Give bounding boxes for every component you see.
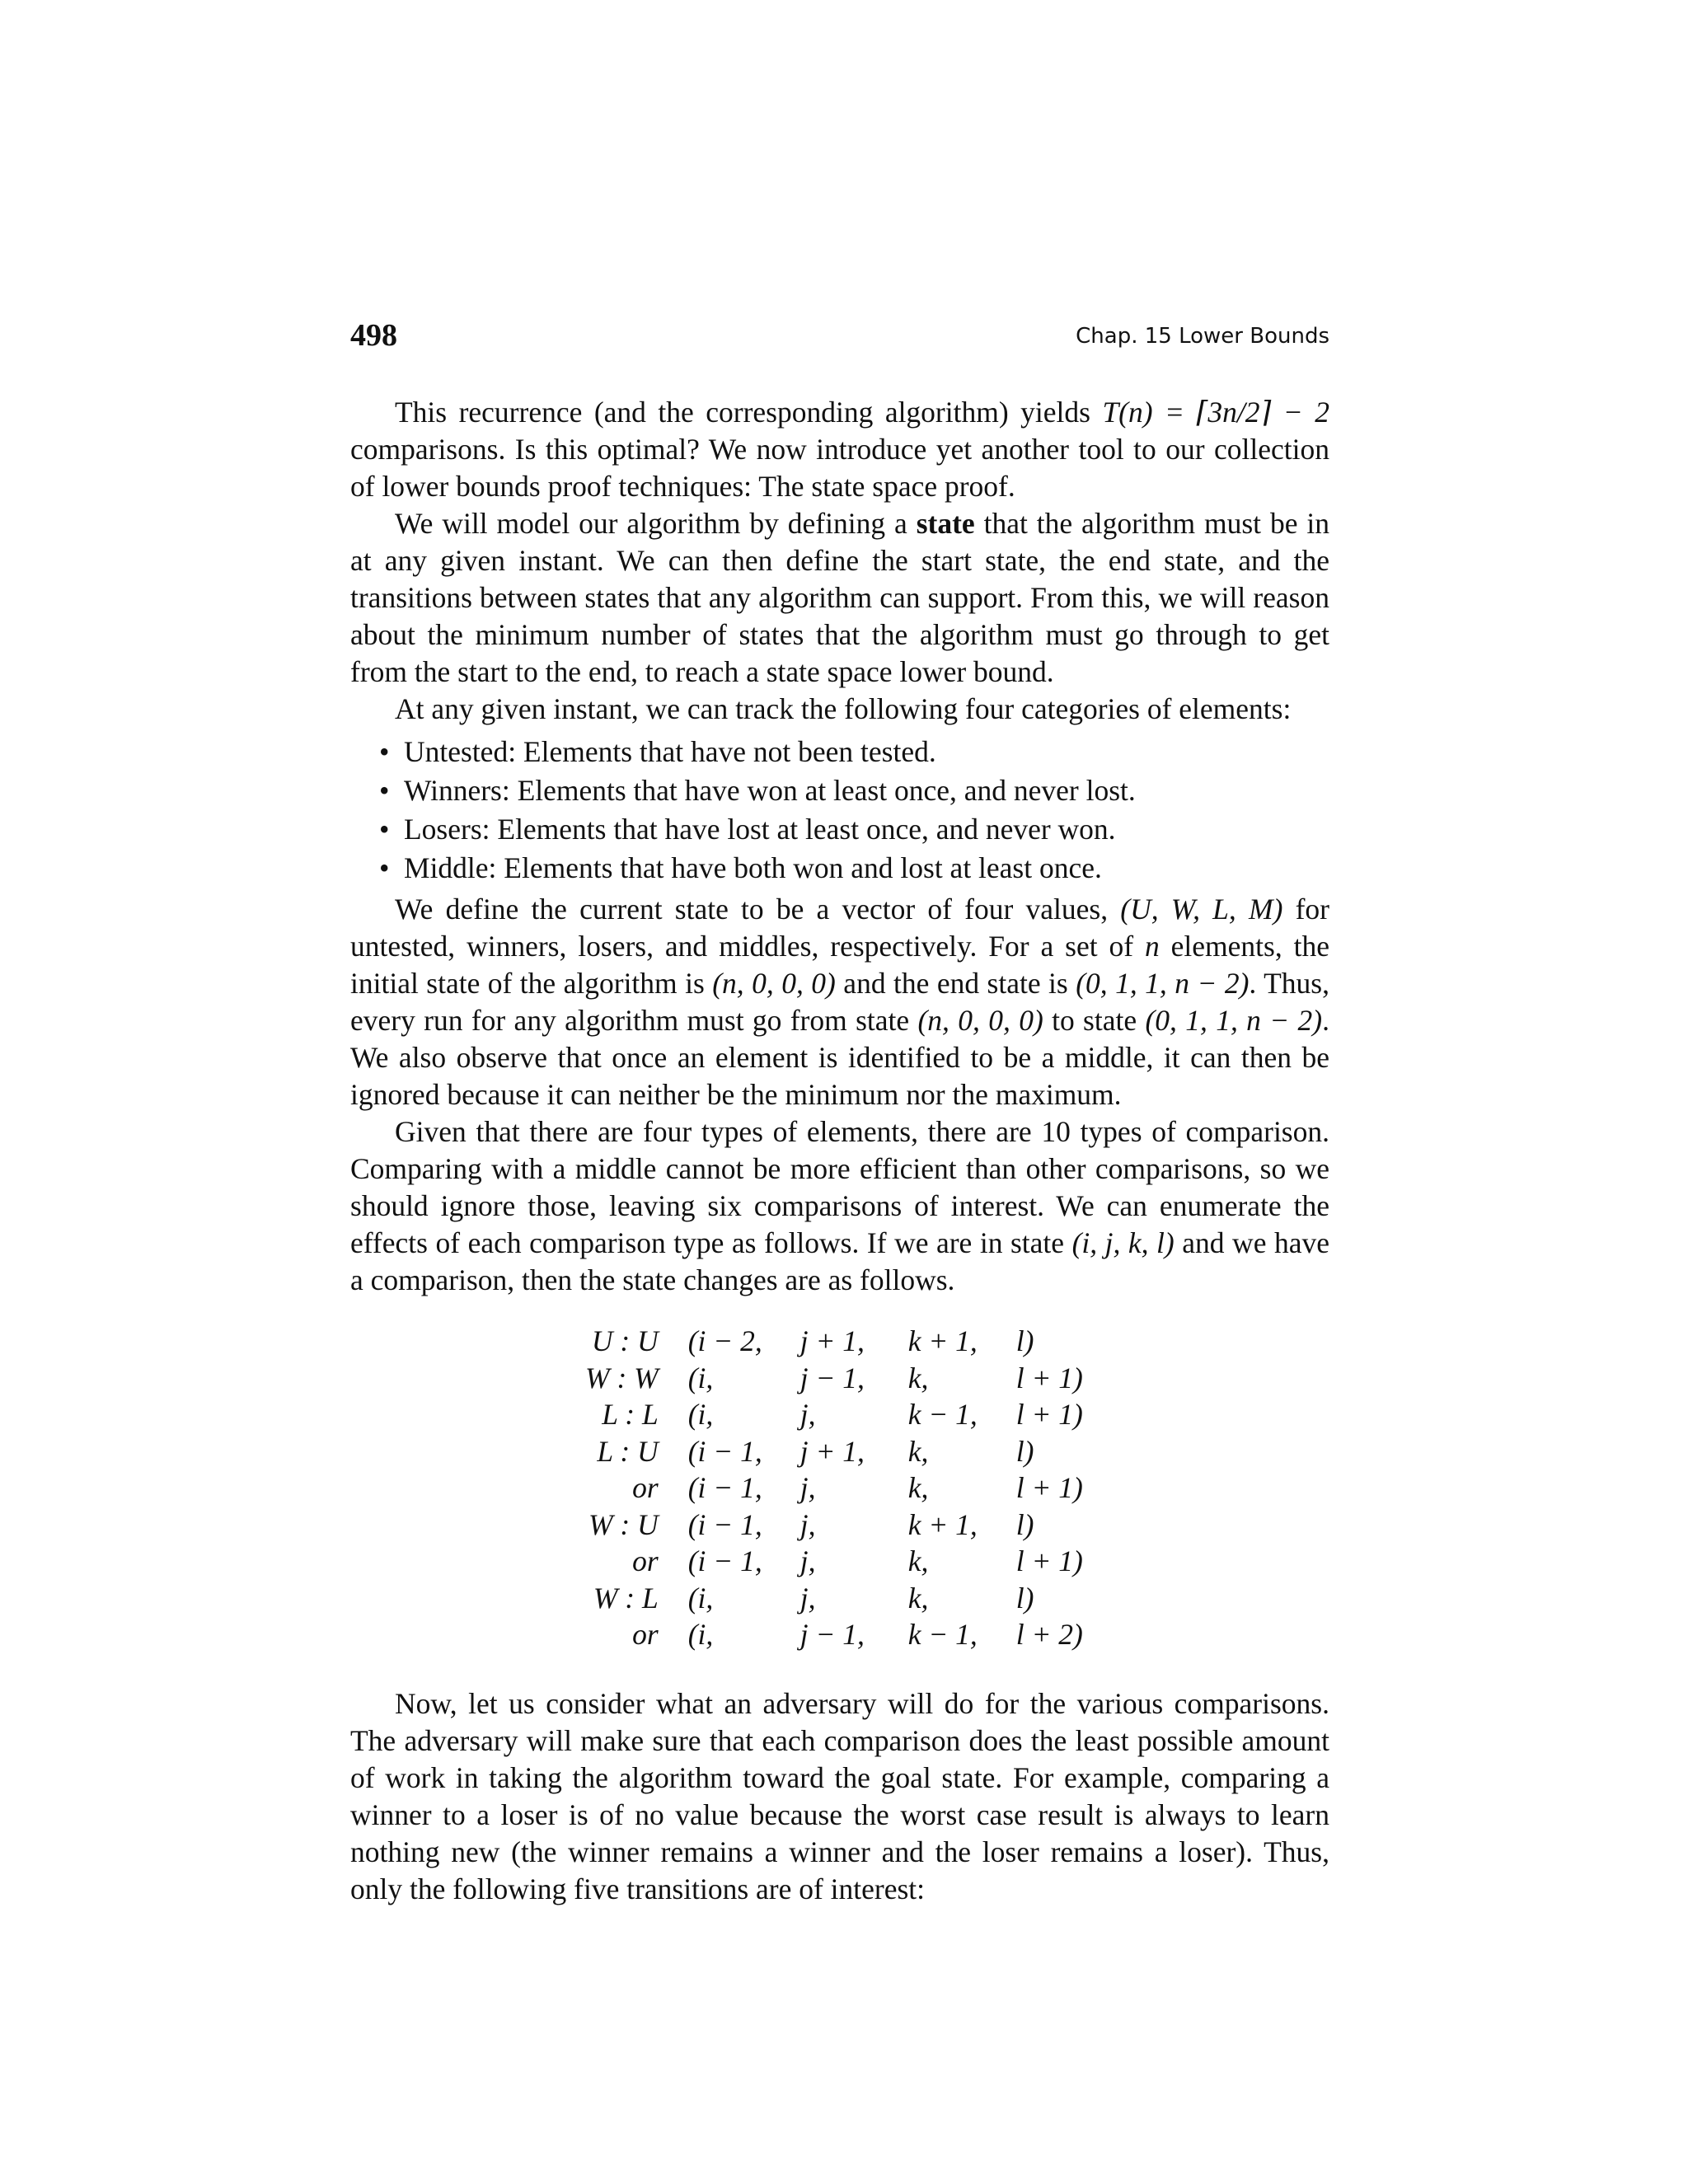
paragraph-1-text-b: comparisons. Is this optimal? We now introduce yet another tool to our collection of lower bounds proof techniques: The state space proof. bbox=[350, 433, 1329, 503]
table-cell-c2: j − 1, bbox=[799, 1361, 865, 1394]
table-cell-label: L : U bbox=[597, 1434, 659, 1468]
table-cell-c4: l + 1) bbox=[1015, 1544, 1083, 1577]
paragraph-3: At any given instant, we can track the following four categories of elements: bbox=[395, 692, 1292, 725]
table-cell-label: or bbox=[632, 1471, 659, 1504]
table-cell-c2: j, bbox=[799, 1581, 816, 1615]
table-cell-c2: j, bbox=[799, 1398, 816, 1431]
table-cell-c3: k, bbox=[907, 1361, 929, 1394]
table-cell-c3: k, bbox=[907, 1471, 929, 1504]
table-cell-label: W : U bbox=[588, 1507, 659, 1541]
math-initial-state: (n, 0, 0, 0) bbox=[712, 967, 836, 1000]
paragraph-2-text-a: We will model our algorithm by defining a bbox=[395, 507, 917, 540]
running-head: Chap. 15 Lower Bounds bbox=[1076, 324, 1329, 349]
table-cell-c4: l + 1) bbox=[1015, 1471, 1083, 1504]
paragraph-5-text-a: Given that there are four types of elements, there are 10 types of comparison. Comparing with a middle cannot be more efficient than other comparisons, so we should ignore those, leaving six comparisons of interest. We can enumerate the effects of each comparison type as follows. If we are in state bbox=[350, 1115, 1329, 1259]
paragraph-4-text-d: and the end state is bbox=[835, 967, 1076, 1000]
table-cell-c3: k + 1, bbox=[907, 1507, 978, 1541]
math-end-state-2: (0, 1, 1, n − 2) bbox=[1145, 1004, 1323, 1037]
math-end-state: (0, 1, 1, n − 2) bbox=[1076, 967, 1250, 1000]
paragraph-4-text-c: elements, the initial state of the algorithm is bbox=[350, 930, 1329, 1000]
list-item bbox=[379, 771, 1329, 810]
page-header bbox=[350, 317, 1329, 359]
table-row bbox=[585, 1360, 1098, 1397]
table-row bbox=[585, 1433, 1098, 1470]
table-cell-c1: (i, bbox=[687, 1618, 714, 1651]
list-item bbox=[379, 849, 1329, 888]
table-cell-c4: l) bbox=[1015, 1581, 1034, 1615]
table-cell-c1: (i − 1, bbox=[687, 1471, 762, 1504]
table-row bbox=[585, 1396, 1098, 1433]
table-cell-c4: l) bbox=[1015, 1324, 1034, 1357]
table-row bbox=[585, 1323, 1098, 1360]
math-initial-state-2: (n, 0, 0, 0) bbox=[917, 1004, 1043, 1037]
page-number: 498 bbox=[350, 318, 397, 353]
table-cell-c4: l + 2) bbox=[1015, 1618, 1083, 1651]
term-state: state bbox=[916, 507, 975, 540]
table-cell-c4: l + 1) bbox=[1015, 1398, 1083, 1431]
table-cell-label: L : L bbox=[602, 1398, 659, 1431]
table-cell-c1: (i − 2, bbox=[687, 1324, 762, 1357]
math-n: n bbox=[1145, 930, 1160, 963]
table-cell-c2: j, bbox=[799, 1544, 816, 1577]
table-cell-label: W : L bbox=[593, 1581, 659, 1615]
table-cell-c3: k − 1, bbox=[907, 1398, 978, 1431]
table-row bbox=[585, 1616, 1098, 1653]
table-cell-c4: l) bbox=[1015, 1507, 1034, 1541]
table-cell-c2: j + 1, bbox=[799, 1324, 865, 1357]
paragraph-4-text-e: . Thus, every run for any algorithm must go from state bbox=[350, 967, 1329, 1037]
table-row bbox=[585, 1507, 1098, 1544]
table-cell-c1: (i, bbox=[687, 1361, 714, 1394]
table-row bbox=[585, 1580, 1098, 1617]
paragraph-4-text-g: . We also observe that once an element is identified to be a middle, it can then be ignored because it can neither be the minimum nor the maximum. bbox=[350, 1004, 1329, 1111]
table-cell-c4: l + 1) bbox=[1015, 1361, 1083, 1394]
table-cell-c3: k, bbox=[907, 1581, 929, 1615]
table-cell-c2: j, bbox=[799, 1507, 816, 1541]
transition-table bbox=[585, 1323, 1098, 1653]
table-cell-c2: j − 1, bbox=[799, 1618, 865, 1651]
paragraph-4-text-b: for untested, winners, losers, and middles, respectively. For a set of bbox=[350, 893, 1329, 963]
table-cell-c1: (i, bbox=[687, 1581, 714, 1615]
paragraph-2-text-b: that the algorithm must be in at any given instant. We can then define the start state, the end state, and the transitions between states that any algorithm can support. From this, we will reason about the minimum number of states that the algorithm must go through to get from the start to the end, to reach a state space lower bound. bbox=[350, 507, 1329, 688]
table-cell-label: or bbox=[632, 1618, 659, 1651]
paragraph-6: Now, let us consider what an adversary will do for the various comparisons. The adversary will make sure that each comparison does the least possible amount of work in taking the algorithm toward the goal state. For example, comparing a winner to a loser is of no value because the worst case result is always to learn nothing new (the winner remains a winner and the loser remains a loser). Thus, only the following five transitions are of interest: bbox=[350, 1687, 1329, 1905]
paragraph-4-text-f: to state bbox=[1043, 1004, 1146, 1037]
bullet-icon: • bbox=[379, 813, 390, 846]
table-cell-c4: l) bbox=[1015, 1434, 1034, 1468]
list-item-text: Untested: Elements that have not been tested. bbox=[404, 735, 936, 768]
math-state-ijkl: (i, j, k, l) bbox=[1071, 1226, 1175, 1259]
list-item bbox=[379, 810, 1329, 849]
paragraph-5-text-b: and we have a comparison, then the state changes are as follows. bbox=[350, 1226, 1329, 1296]
table-row bbox=[585, 1469, 1098, 1507]
list-item-text: Losers: Elements that have lost at least once, and never won. bbox=[404, 813, 1116, 846]
body-text-upper bbox=[350, 394, 1329, 1299]
paragraph-5 bbox=[350, 1113, 1329, 1299]
table-cell-c1: (i − 1, bbox=[687, 1544, 762, 1577]
paragraph-1-text-a: This recurrence (and the corresponding algorithm) yields bbox=[395, 396, 1103, 429]
list-item-text: Winners: Elements that have won at least once, and never lost. bbox=[404, 774, 1136, 807]
list-item bbox=[379, 733, 1329, 771]
math-state-vector: (U, W, L, M) bbox=[1120, 893, 1283, 926]
table-cell-c1: (i − 1, bbox=[687, 1434, 762, 1468]
bullet-icon: • bbox=[379, 774, 390, 807]
table-cell-label: or bbox=[632, 1544, 659, 1577]
paragraph-2 bbox=[350, 505, 1329, 691]
body-text-lower bbox=[350, 1685, 1329, 1908]
table-cell-c3: k + 1, bbox=[907, 1324, 978, 1357]
table-cell-c3: k, bbox=[907, 1544, 929, 1577]
paragraph-4 bbox=[350, 891, 1329, 1113]
table-cell-c3: k, bbox=[907, 1434, 929, 1468]
table-cell-c1: (i − 1, bbox=[687, 1507, 762, 1541]
table-cell-c1: (i, bbox=[687, 1398, 714, 1431]
transition-table-wrap bbox=[585, 1323, 1098, 1653]
category-list bbox=[350, 733, 1329, 888]
paragraph-1 bbox=[350, 394, 1329, 505]
math-t-of-n: T(n) = ⌈3n/2⌉ − 2 bbox=[1102, 396, 1329, 429]
table-cell-label: W : W bbox=[585, 1361, 659, 1394]
bullet-icon: • bbox=[379, 851, 390, 884]
table-cell-c2: j, bbox=[799, 1471, 816, 1504]
table-row bbox=[585, 1543, 1098, 1580]
table-cell-label: U : U bbox=[591, 1324, 659, 1357]
table-cell-c2: j + 1, bbox=[799, 1434, 865, 1468]
list-item-text: Middle: Elements that have both won and lost at least once. bbox=[404, 851, 1102, 884]
table-cell-c3: k − 1, bbox=[907, 1618, 978, 1651]
bullet-icon: • bbox=[379, 735, 390, 768]
paragraph-4-text-a: We define the current state to be a vector of four values, bbox=[395, 893, 1121, 926]
